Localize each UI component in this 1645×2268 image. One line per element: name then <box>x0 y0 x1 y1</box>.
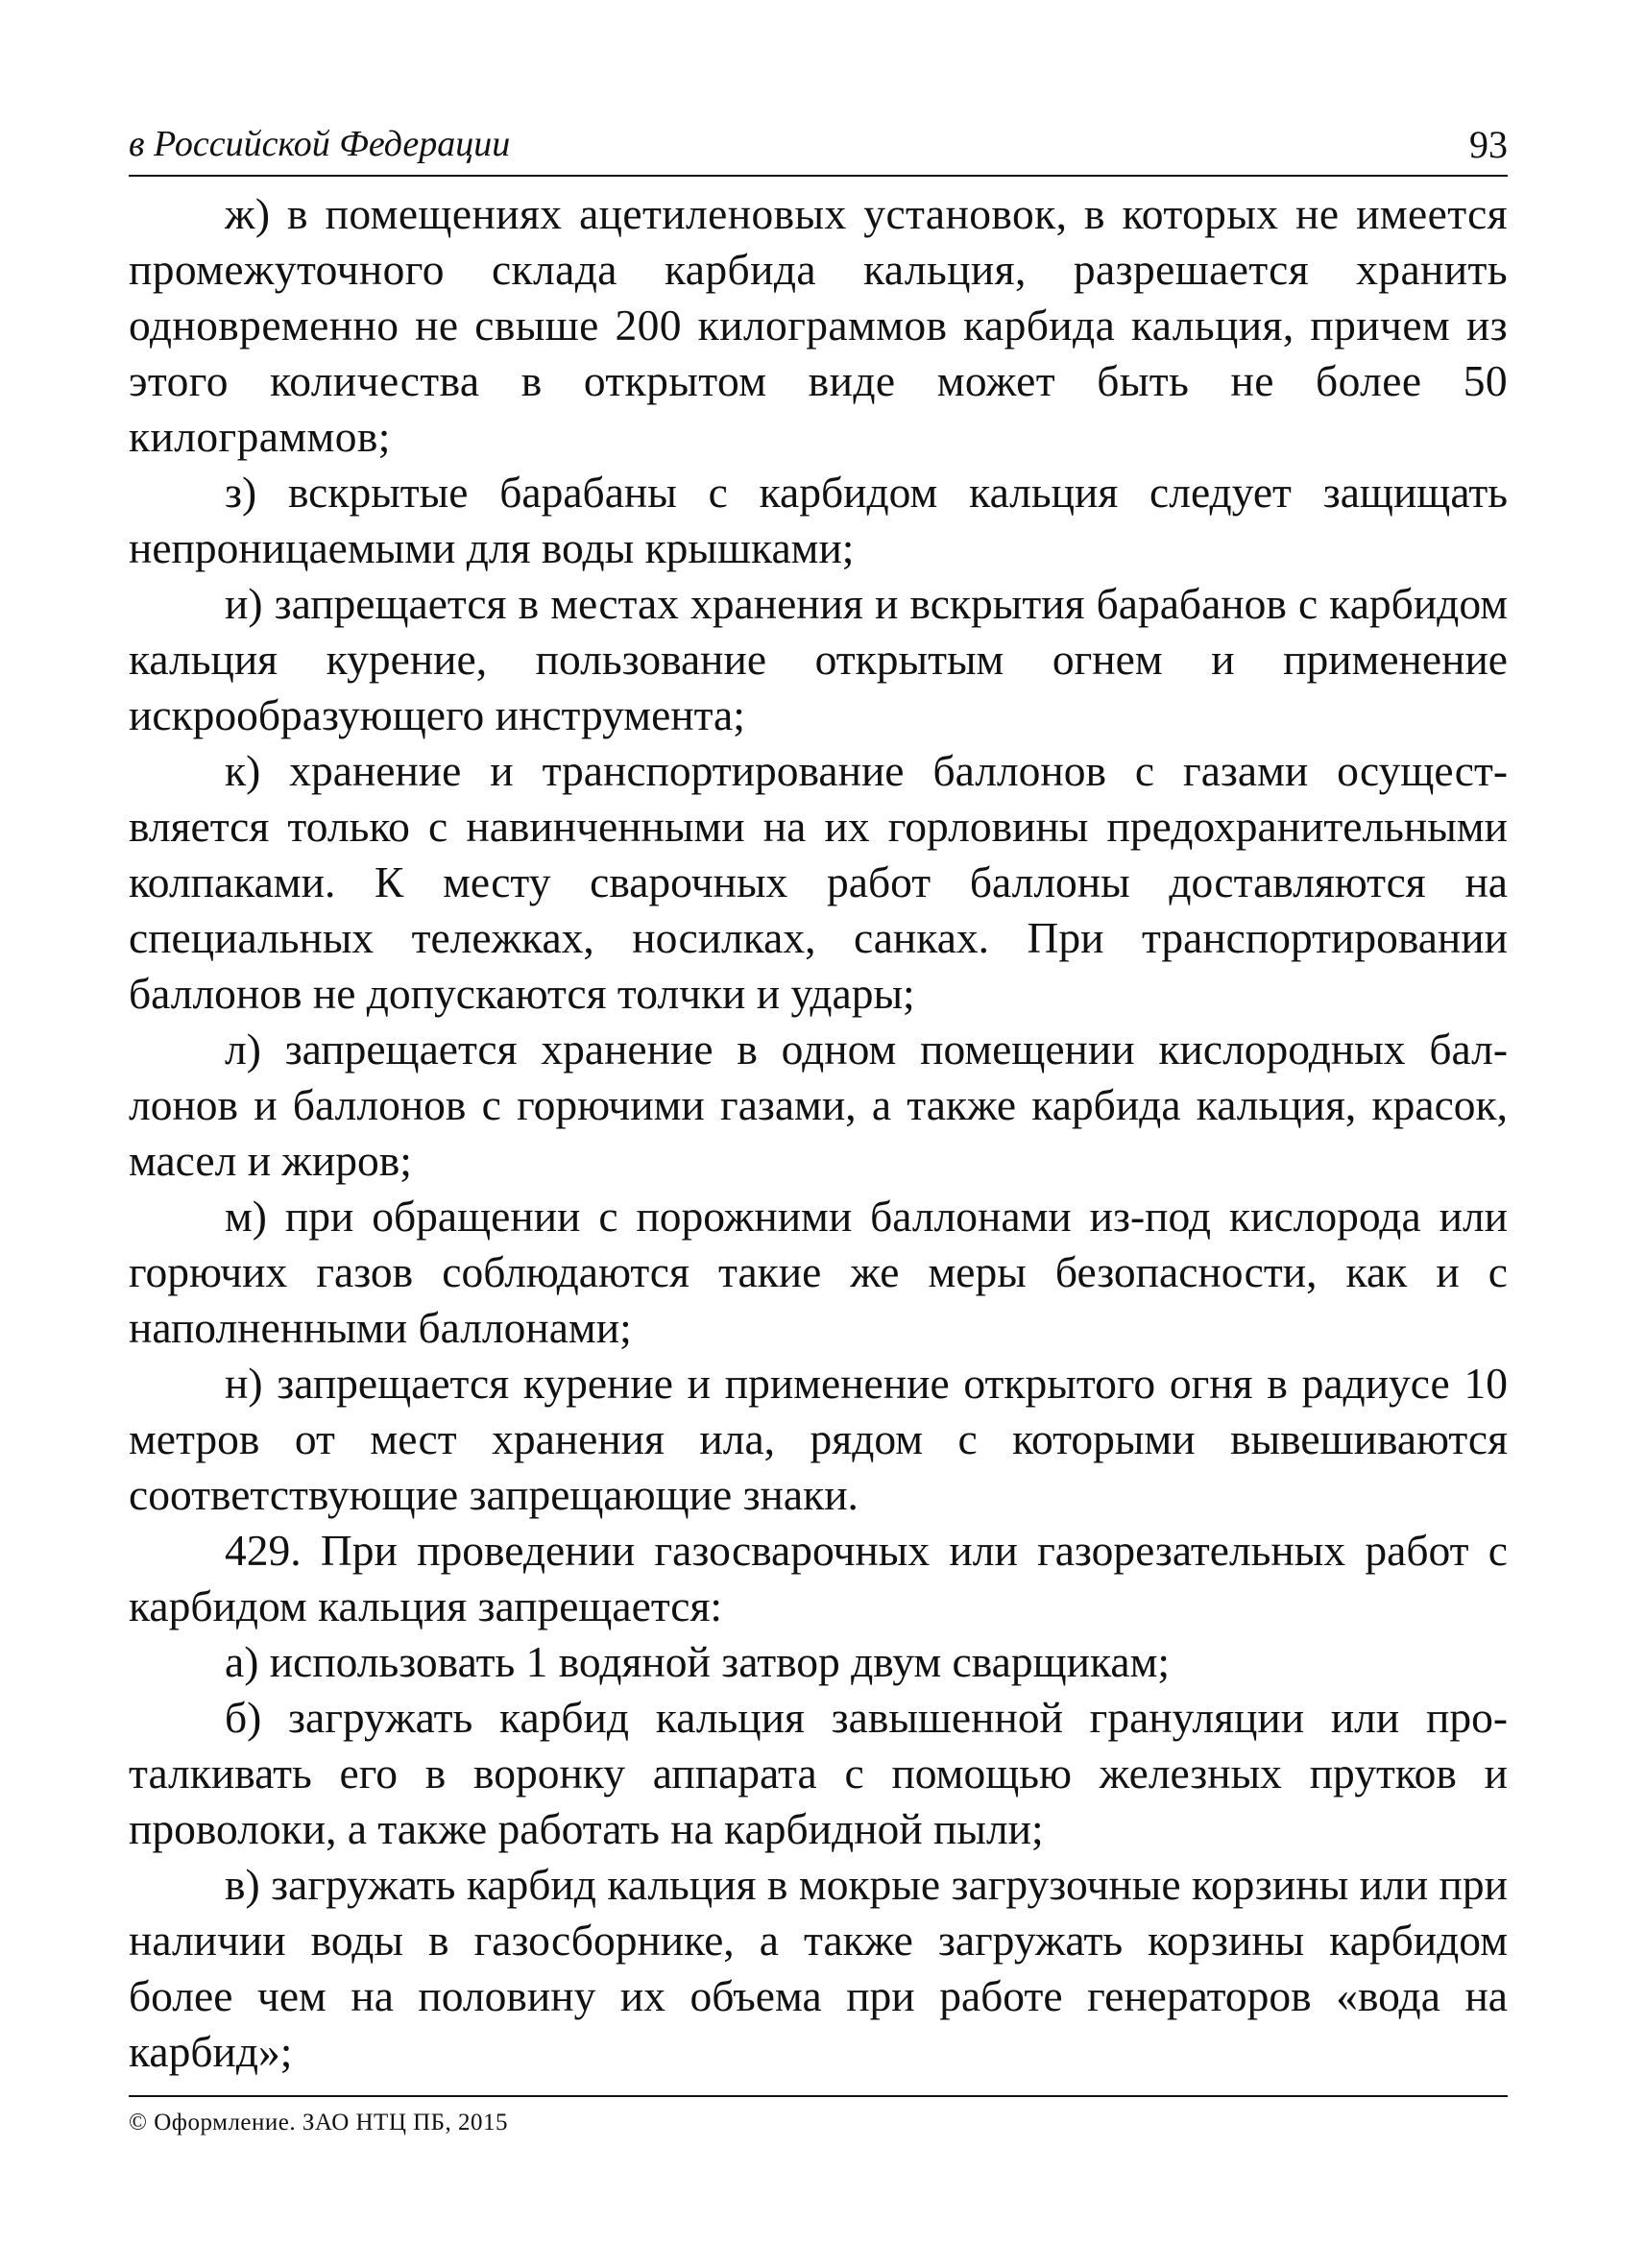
page-header <box>129 121 1508 177</box>
paragraph-item-n: н) запрещается курение и применение открытого огня в радиусе 10 метров от мест хранения ила, рядом с которыми вывешиваются соответствующие запрещающие знаки. <box>129 1359 1508 1519</box>
page-number: 93 <box>1469 123 1508 166</box>
page-footer <box>129 2095 1508 2137</box>
body-text <box>129 186 1508 2080</box>
copyright-notice: © Оформление. ЗАО НТЦ ПБ, 2015 <box>129 2110 509 2135</box>
paragraph-clause-429: 429. При проведении газосварочных или газорезательных работ с карбидом кальция запрещается: <box>129 1526 1508 1630</box>
running-title: в Российской Федерации <box>129 124 511 164</box>
paragraph-item-i: и) запрещается в местах хранения и вскрытия барабанов с карбидом кальция курение, пользование открытым огнем и применение искрообразующего инструмента; <box>129 579 1508 739</box>
paragraph-item-l: л) запрещается хранение в одном помещении кислородных баллонов и баллонов с горючими газами, а также карбида кальция, красок, масел и жиров; <box>129 1025 1508 1185</box>
paragraph-item-a: а) использовать 1 водяной затвор двум сварщикам; <box>225 1637 1171 1686</box>
paragraph-item-v: в) загружать карбид кальция в мокрые загрузочные корзины или при наличии воды в газосборнике, а также загружать корзины карбидом более чем на половину их объема при работе генераторов «вода на карбид»; <box>129 1860 1508 2076</box>
paragraph-item-z: з) вскрытые барабаны с карбидом кальция следует защищать непроницаемыми для воды крышками; <box>129 468 1508 572</box>
paragraph-item-k: к) хранение и транспортирование баллонов с газами осуществляется только с навинченными на их горловины предохранительными колпаками. К месту сварочных работ баллоны доставляются на специальных тележках, носилках, санках. При транспортировании баллонов не допускаются толчки и удары; <box>129 746 1508 1018</box>
paragraph-item-b: б) загружать карбид кальция завышенной грануляции или проталкивать его в воронку аппарата с помощью железных прутков и проволоки, а также работать на карбидной пыли; <box>129 1693 1508 1853</box>
paragraph-item-zh: ж) в помещениях ацетиленовых установок, в которых не имеется промежуточного склада карбида кальция, разрешается хранить одновременно не свыше 200 килограммов карбида кальция, причем из этого количества в открытом виде может быть не более 50 килограммов; <box>129 189 1508 461</box>
paragraph-item-m: м) при обращении с порожними баллонами из-под кислорода или горючих газов соблюдаются такие же меры безопасности, как и с наполненными баллонами; <box>129 1192 1508 1352</box>
